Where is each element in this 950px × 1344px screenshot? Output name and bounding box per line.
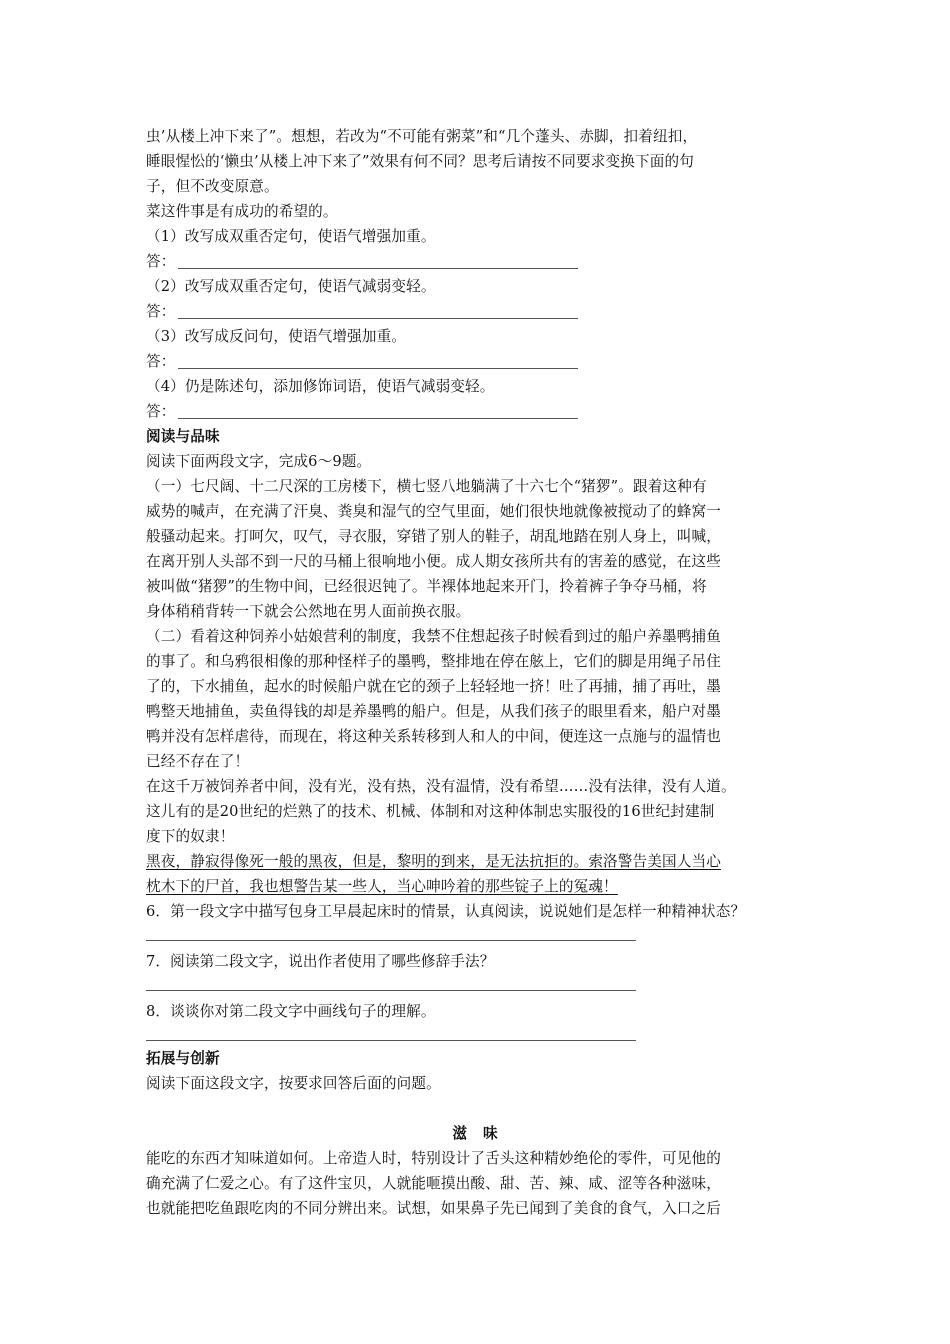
passage1-line: （一）七尺阔、十二尺深的工房楼下，横七竖八地躺满了十六七个“猪猡”。跟着这种有	[146, 478, 707, 495]
passage2-line: 度下的奴隶！	[146, 828, 235, 845]
answer-line-3[interactable]	[178, 368, 578, 369]
answer-label-1: 答：	[146, 253, 176, 270]
section-heading-reading: 阅读与品味	[146, 428, 220, 445]
intro-line: 睡眼惺忪的‘懒虫’从楼上冲下来了”效果有何不同？思考后请按不同要求变换下面的句	[146, 153, 694, 170]
article-line: 确充满了仁爱之心。有了这件宝贝，人就能咂摸出酸、甜、苦、辣、咸、涩等各种滋味，	[146, 1175, 722, 1192]
answer-line-q8[interactable]	[146, 1040, 636, 1041]
question-6: 6．第一段文字中描写包身工早晨起床时的情景，认真阅读，说说她们是怎样一种精神状态？	[146, 903, 746, 920]
passage2-line: （二）看着这种饲养小姑娘营利的制度，我禁不住想起孩子时候看到过的船户养墨鸭捕鱼	[146, 628, 722, 645]
answer-line-q7[interactable]	[146, 990, 636, 991]
passage2-line: 在这千万被饲养者中间，没有光，没有热，没有温情，没有希望……没有法律，没有人道。	[146, 778, 736, 795]
passage1-line: 身体稍稍背转一下就会公然地在男人面前换衣服。	[146, 603, 471, 620]
underlined-sentence-line: 枕木下的尸首，我也想警告某一些人，当心呻吟着的那些锭子上的冤魂！	[146, 878, 618, 895]
question-8: 8．谈谈你对第二段文字中画线句子的理解。	[146, 1003, 436, 1020]
article-line: 能吃的东西才知味道如何。上帝造人时，特别设计了舌头这种精妙绝伦的零件，可见他的	[146, 1150, 722, 1167]
answer-label-4: 答：	[146, 403, 176, 420]
answer-label-3: 答：	[146, 353, 176, 370]
question-7: 7．阅读第二段文字，说出作者使用了哪些修辞手法？	[146, 953, 495, 970]
answer-label-2: 答：	[146, 303, 176, 320]
answer-line-2[interactable]	[178, 318, 578, 319]
intro-line: 菜这件事是有成功的希望的。	[146, 203, 338, 220]
passage1-line: 被叫做“猪猡”的生物中间，已经很迟钝了。半裸体地起来开门，拎着裤子争夺马桶，将	[146, 578, 707, 595]
passage1-line: 威势的喊声，在充满了汗臭、粪臭和湿气的空气里面，她们很快地就像被搅动了的蜂窝一	[146, 503, 722, 520]
extension-instruction: 阅读下面这段文字，按要求回答后面的问题。	[146, 1075, 441, 1092]
task-prompt-2: （2）改写成双重否定句，使语气减弱变轻。	[146, 278, 436, 295]
intro-line: 子，但不改变原意。	[146, 178, 279, 195]
task-prompt-4: （4）仍是陈述句，添加修饰词语，使语气减弱变轻。	[146, 378, 495, 395]
underlined-sentence-line: 黑夜，静寂得像死一般的黑夜，但是，黎明的到来，是无法抗拒的。索洛警告美国人当心	[146, 853, 722, 870]
section-heading-extension: 拓展与创新	[146, 1050, 220, 1067]
passage1-line: 在离开别人头部不到一尺的马桶上很响地小便。成人期女孩所共有的害羞的感觉，在这些	[146, 553, 722, 570]
reading-instruction: 阅读下面两段文字，完成6～9题。	[146, 453, 372, 470]
article-title: 滋味	[452, 1125, 514, 1142]
task-prompt-3: （3）改写成反问句，使语气增强加重。	[146, 328, 407, 345]
passage2-line: 的事了。和乌鸦很相像的那种怪样子的墨鸭，整排地在停在舷上，它们的脚是用绳子吊住	[146, 653, 722, 670]
intro-line: 虫’从楼上冲下来了”。想想，若改为“不可能有粥菜”和“几个蓬头、赤脚，扣着纽扣，	[146, 128, 698, 145]
answer-line-q6[interactable]	[146, 940, 636, 941]
answer-line-1[interactable]	[178, 268, 578, 269]
passage2-line: 鸭整天地捕鱼，卖鱼得钱的却是养墨鸭的船户。但是，从我们孩子的眼里看来，船户对墨	[146, 703, 722, 720]
passage2-line: 这儿有的是20世纪的烂熟了的技术、机械、体制和对这种体制忠实服役的16世纪封建制	[146, 803, 715, 820]
passage2-line: 鸭并没有怎样虐待，而现在，将这种关系转移到人和人的中间，便连这一点施与的温情也	[146, 728, 722, 745]
task-prompt-1: （1）改写成双重否定句，使语气增强加重。	[146, 228, 436, 245]
passage1-line: 般骚动起来。打呵欠，叹气，寻衣服，穿错了别人的鞋子，胡乱地踏在别人身上，叫喊，	[146, 528, 722, 545]
answer-line-4[interactable]	[178, 418, 578, 419]
passage2-line: 了的，下水捕鱼，起水的时候船户就在它的颈子上轻轻地一挤！吐了再捕，捕了再吐，墨	[146, 678, 722, 695]
passage2-line: 已经不存在了！	[146, 753, 250, 770]
article-line: 也就能把吃鱼跟吃肉的不同分辨出来。试想，如果鼻子先已闻到了美食的食气，入口之后	[146, 1200, 722, 1217]
